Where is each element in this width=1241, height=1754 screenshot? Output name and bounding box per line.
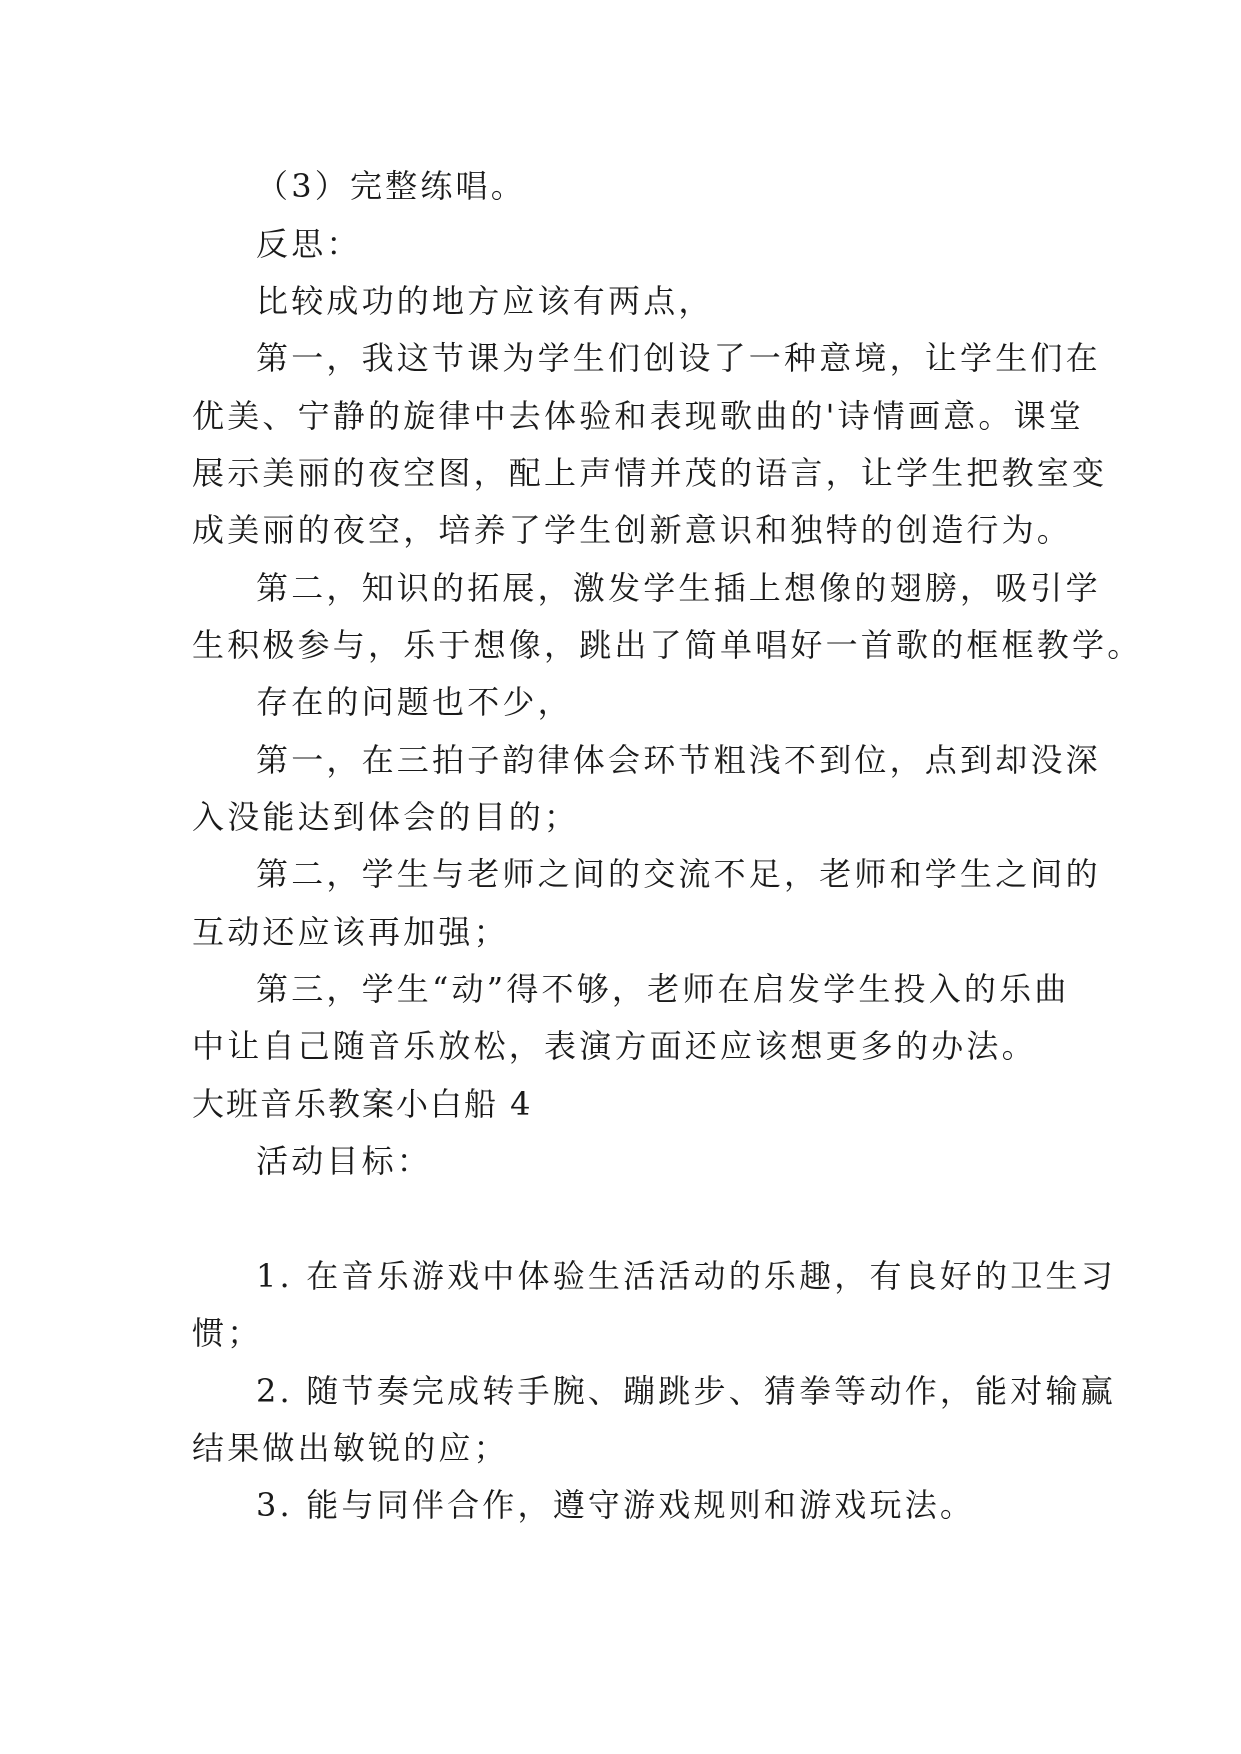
objective-3-text: 3. 能与同伴合作，遵守游戏规则和游戏玩法。 xyxy=(256,1486,976,1524)
success-point-1-line-3: 展示美丽的夜空图，配上声情并茂的语言，让学生把教室变 xyxy=(192,454,1108,492)
problem-1-line-1: 第一，在三拍子韵律体会环节粗浅不到位，点到却没深 xyxy=(256,741,1101,779)
success-point-2-line-1: 第二，知识的拓展，激发学生插上想像的翅膀，吸引学 xyxy=(256,569,1101,607)
objective-1-line-2: 惯； xyxy=(192,1314,263,1352)
problem-3-line-2: 中让自己随音乐放松，表演方面还应该想更多的办法。 xyxy=(192,1027,1037,1065)
problems-intro: 存在的问题也不少， xyxy=(256,683,573,721)
success-point-1-line-2: 优美、宁静的旋律中去体验和表现歌曲的'诗情画意。课堂 xyxy=(192,397,1084,435)
objective-1-line-1: 1. 在音乐游戏中体验生活活动的乐趣，有良好的卫生习 xyxy=(256,1257,1116,1295)
step-3-text: （3）完整练唱。 xyxy=(256,167,526,205)
problem-3-line-1: 第三，学生“动”得不够，老师在启发学生投入的乐曲 xyxy=(256,970,1070,1008)
section-title: 大班音乐教案小白船 4 xyxy=(192,1085,533,1123)
success-point-2-line-2: 生积极参与，乐于想像，跳出了简单唱好一首歌的框框教学。 xyxy=(192,626,1143,664)
problem-2-line-2: 互动还应该再加强； xyxy=(192,913,509,951)
success-point-1-line-1: 第一，我这节课为学生们创设了一种意境，让学生们在 xyxy=(256,339,1101,377)
problem-2-line-1: 第二，学生与老师之间的交流不足，老师和学生之间的 xyxy=(256,855,1101,893)
success-point-1-line-4: 成美丽的夜空，培养了学生创新意识和独特的创造行为。 xyxy=(192,511,1073,549)
reflection-label: 反思： xyxy=(256,225,362,263)
objective-2-line-2: 结果做出敏锐的应； xyxy=(192,1429,509,1467)
success-intro: 比较成功的地方应该有两点， xyxy=(256,282,714,320)
problem-1-line-2: 入没能达到体会的目的； xyxy=(192,798,580,836)
objectives-label: 活动目标： xyxy=(256,1142,433,1180)
objective-2-line-1: 2. 随节奏完成转手腕、蹦跳步、猜拳等动作，能对输赢 xyxy=(256,1372,1116,1410)
